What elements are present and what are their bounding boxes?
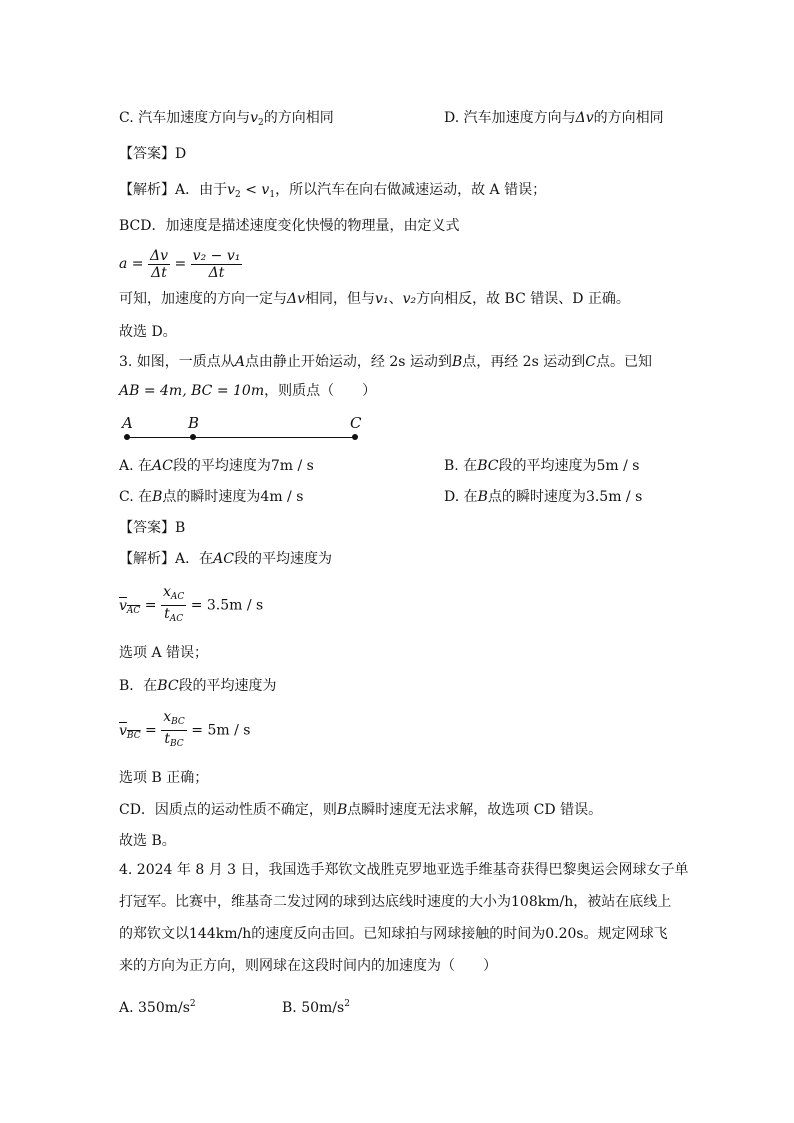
diagram-point-b	[190, 434, 196, 440]
q2-conclusion-b: 相同，但与	[305, 291, 376, 307]
q4-line3-b: 的速度反向击回。已知球拍与网球接触的时间为	[251, 926, 546, 942]
q3-f2-den	[161, 731, 187, 752]
q2-formula-lhs: a	[119, 256, 128, 272]
q3-an3-seg: BC	[157, 678, 179, 694]
q3-option-c-val: 4m / s	[260, 489, 304, 505]
q2-bcd-text: BCD．加速度是描述速度变化快慢的物理量，由定义式	[119, 218, 460, 234]
q2-conclusion-a: 可知，加速度的方向一定与	[119, 291, 287, 307]
q4-line2-speed: 108km/h	[511, 894, 574, 910]
q2-formula-frac2	[191, 248, 243, 281]
q2-option-d-symbol: Δv	[575, 110, 594, 126]
q2-formula-num1: Δv	[150, 247, 169, 264]
q3-formula-2	[119, 709, 250, 756]
q3-an5-post: 点瞬时速度无法求解，故选项 CD 错误。	[347, 802, 603, 818]
q2-formula-den1: Δt	[151, 264, 167, 281]
q2-option-c-text: C. 汽车加速度方向与	[119, 110, 251, 126]
q4-line3-time: 0.20s	[545, 926, 584, 942]
q2-option-c-symbol: v	[250, 110, 259, 126]
q3-f1-v-sym: v	[119, 597, 127, 614]
q4-option-b-pre: B.	[282, 1000, 297, 1016]
q3-f1-den-sym: t	[164, 606, 170, 622]
q2-choose: 故选 D。	[119, 324, 177, 340]
q4-line2	[119, 892, 671, 912]
q3-f1-v	[119, 598, 140, 614]
q4-line3-c: 。规定网球飞	[583, 926, 668, 942]
diagram-label-b: B	[188, 414, 200, 432]
q3-f2-num-sub: BC	[171, 717, 185, 727]
q3-option-b-val: 5m / s	[596, 458, 640, 474]
q3-option-d-pre: D. 在	[444, 489, 478, 505]
q3-f1-den	[161, 606, 186, 627]
q3-f2-eq: =	[140, 722, 162, 739]
q2-analysis-v2-sub: 2	[235, 190, 241, 200]
q4-option-a-pre: A.	[119, 1000, 134, 1016]
q3-an3-post: 段的平均速度为	[178, 678, 277, 694]
q2-conclusion-v1: v₁	[375, 291, 389, 307]
q3-an5-pt: B	[336, 802, 348, 818]
diagram-point-c	[352, 434, 358, 440]
q2-conclusion-v2: v₂	[402, 291, 417, 307]
q3-f2-den-sub: BC	[170, 739, 184, 749]
q3-option-a-val: 7m / s	[270, 458, 314, 474]
q2-analysis-a-tail: ，所以汽车在向右做减速运动，故 A 错误；	[275, 182, 547, 198]
q3-option-c-post: 点的瞬时速度为	[162, 489, 261, 505]
q3-f1-num	[161, 584, 186, 606]
q3-option-d	[444, 487, 642, 507]
q2-answer: 【答案】D	[119, 146, 187, 162]
q3-option-b-seg: BC	[477, 458, 499, 474]
q2-analysis-v1: v	[261, 182, 270, 198]
q3-option-b-pre: B. 在	[444, 458, 478, 474]
q2-conclusion-c: 方向相反，故 BC 错误、D 正确。	[416, 291, 630, 307]
q3-stem2-tail: ，则质点（ ）	[264, 383, 377, 399]
q4-line1: 4. 2024 年 8 月 3 日，我国选手郑钦文战胜克罗地亚选手维基奇获得巴黎奥运会网球女子单	[119, 862, 689, 878]
q2-analysis-v2: v	[227, 182, 236, 198]
q3-stem1-c: 点，再经 2s 运动到	[462, 354, 586, 370]
q4-option-a	[119, 994, 196, 1018]
diagram-point-a	[124, 434, 130, 440]
q4-line2-a: 打冠军。比赛中，维基奇二发过网的球到达底线时速度的大小为	[119, 894, 511, 910]
q3-f1-v-sub: AC	[126, 605, 141, 616]
q3-f2-den-sym: t	[164, 731, 170, 747]
diagram-segment	[127, 437, 355, 438]
q2-option-d	[444, 108, 664, 128]
q4-option-a-exp: 2	[189, 999, 196, 1009]
q3-stem1-a: 3. 如图，一质点从	[119, 354, 235, 370]
q2-conclusion-symbol: Δv	[287, 291, 306, 307]
q3-stem1-point-a: A	[234, 354, 245, 370]
q4-option-b	[282, 994, 350, 1018]
q3-f1-result: = 3.5m / s	[186, 597, 264, 614]
q3-f1-num-sym: x	[162, 584, 171, 600]
q3-stem1-d: 点。已知	[595, 354, 652, 370]
q2-option-d-text: D. 汽车加速度方向与	[444, 110, 576, 126]
q3-option-d-post: 点的瞬时速度为	[487, 489, 586, 505]
q3-option-d-pt: B	[477, 489, 488, 505]
q3-f2-result: = 5m / s	[186, 722, 251, 739]
q2-formula-num2: v₂ − v₁	[192, 247, 241, 264]
q3-stem-line2	[119, 381, 376, 401]
q3-choose: 故选 B。	[119, 833, 176, 849]
q3-analysis-3	[119, 676, 277, 696]
q3-f1-frac	[161, 584, 186, 627]
q3-an1-post: 段的平均速度为	[233, 551, 332, 567]
q2-conclusion-sep: 、	[388, 291, 403, 307]
q3-analysis-1	[119, 549, 332, 569]
q3-f1-den-sub: AC	[169, 614, 184, 624]
q2-option-c-tail: 的方向相同	[263, 110, 334, 126]
diagram-label-c: C	[350, 414, 362, 432]
q3-option-a	[119, 456, 314, 476]
q3-option-a-pre: A. 在	[119, 458, 153, 474]
q3-answer: 【答案】B	[119, 520, 186, 536]
q2-analysis-v1-sub: 1	[269, 190, 276, 200]
q3-option-c-pre: C. 在	[119, 489, 153, 505]
q3-option-a-post: 段的平均速度为	[172, 458, 271, 474]
q4-line3-a: 的郑钦文以	[119, 926, 189, 942]
q4-option-b-val: 50m/s	[301, 1000, 345, 1016]
q2-formula-eq2: =	[170, 256, 191, 272]
q2-analysis-prefix: 【解析】A．由于	[119, 182, 228, 198]
q3-stem2-given: AB = 4m, BC = 10m	[119, 383, 265, 399]
q2-analysis-lt: <	[240, 182, 262, 198]
q2-option-c	[119, 108, 334, 133]
q3-stem-line1	[119, 352, 652, 372]
q3-option-c	[119, 487, 303, 507]
q3-f2-v	[119, 723, 141, 739]
q2-option-d-tail: 的方向相同	[593, 110, 664, 126]
q3-f2-frac	[161, 709, 187, 752]
q2-formula-eq1: =	[127, 256, 148, 272]
q3-f1-eq: =	[140, 597, 161, 614]
q3-analysis-4: 选项 B 正确；	[119, 770, 209, 786]
q3-f2-num	[161, 709, 187, 731]
q2-option-c-sub: 2	[258, 118, 264, 128]
q3-option-c-pt: B	[152, 489, 163, 505]
q2-formula	[119, 246, 242, 282]
q2-analysis-a	[119, 180, 546, 205]
q2-conclusion	[119, 289, 630, 309]
q2-formula-den2: Δt	[208, 264, 225, 281]
q3-stem1-point-c: C	[585, 354, 596, 370]
q3-f2-num-sym: x	[163, 709, 172, 725]
q3-analysis-5	[119, 800, 602, 820]
q3-f1-num-sub: AC	[170, 592, 185, 602]
q3-an1-seg: AC	[213, 551, 234, 567]
diagram-label-a: A	[122, 414, 133, 432]
q4-option-b-exp: 2	[344, 999, 350, 1009]
q4-line3-speed: 144km/h	[189, 926, 252, 942]
q3-option-d-val: 3.5m / s	[585, 489, 643, 505]
q3-f2-v-sym: v	[119, 722, 127, 739]
q3-option-a-seg: AC	[152, 458, 173, 474]
q4-line2-b: ，被站在底线上	[573, 894, 672, 910]
q4-option-a-val: 350m/s	[138, 1000, 190, 1016]
q4-line3	[119, 924, 668, 944]
q3-formula-1	[119, 584, 263, 631]
q3-stem1-b: 点由静止开始运动，经 2s 运动到	[244, 354, 452, 370]
q3-stem1-point-b: B	[451, 354, 463, 370]
q3-f2-v-sub: BC	[126, 730, 141, 741]
q3-an1-pre: 【解析】A．在	[119, 551, 214, 567]
q4-line4: 来的方向为正方向，则网球在这段时间内的加速度为（ ）	[119, 958, 497, 974]
q3-an3-pre: B．在	[119, 678, 158, 694]
q3-analysis-2: 选项 A 错误；	[119, 645, 209, 661]
q3-option-b	[444, 456, 639, 476]
q3-option-b-post: 段的平均速度为	[498, 458, 597, 474]
q2-formula-frac1	[148, 248, 170, 281]
q3-an5-pre: CD．因质点的运动性质不确定，则	[119, 802, 337, 818]
